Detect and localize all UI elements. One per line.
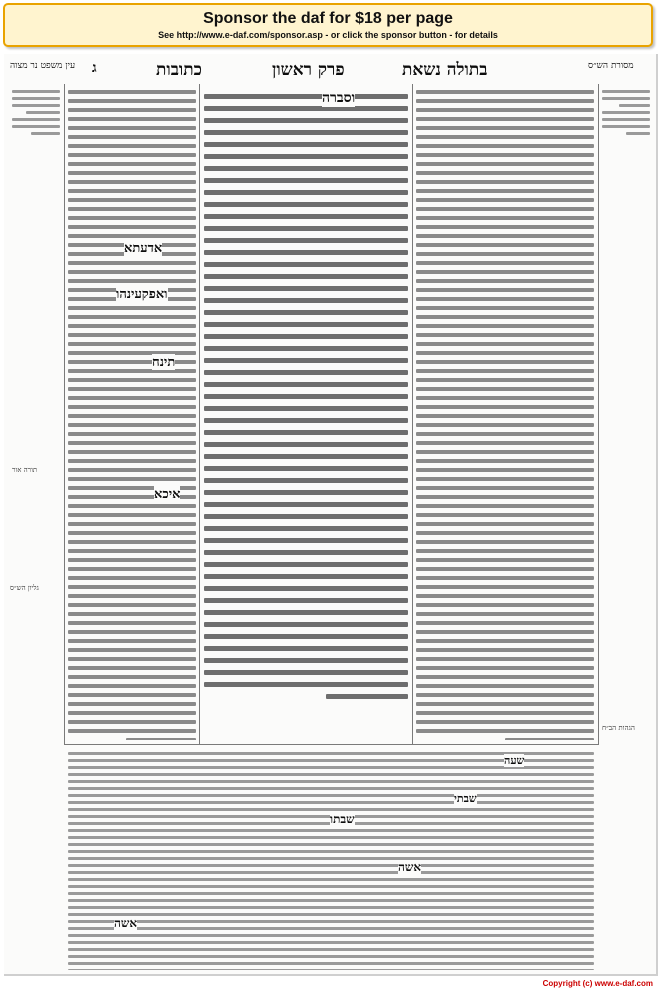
talmud-page: [4, 54, 658, 976]
tosafot-rule: [199, 84, 200, 744]
bottom-dibur-2: אשה: [398, 860, 422, 874]
rashi-column: [416, 90, 594, 740]
sponsor-subtitle[interactable]: See http://www.e-daf.com/sponsor.asp - or click the sponsor button - for details: [158, 30, 498, 40]
tosafot-column: [68, 90, 196, 740]
sponsor-title[interactable]: Sponsor the daf for $18 per page: [203, 10, 453, 27]
right-margin-label: מסורת הש״ס: [588, 61, 634, 71]
torah-or-label: תורה אור: [12, 466, 38, 474]
copyright-link[interactable]: Copyright (c) www.e-daf.com: [542, 979, 653, 988]
chapter-name: בתולה נשאת: [402, 60, 488, 80]
left-margin-label: עין משפט נר מצוה: [10, 61, 76, 71]
bottom-commentary: [68, 752, 594, 970]
rashi-dibur-1: שעה: [504, 754, 525, 767]
gemara-dibur-1: וסברה: [322, 90, 356, 106]
chapter-title: פרק ראשון: [272, 60, 345, 80]
right-margin-rule: [598, 84, 599, 744]
tosafot-dibur-4: איכא: [154, 487, 181, 502]
bottom-dibur-1: שבתו: [330, 812, 355, 826]
bottom-dibur-3: אשה: [114, 916, 138, 930]
masoret-hashas-column: [602, 90, 650, 740]
sponsor-banner[interactable]: [3, 3, 653, 47]
tractate-title: כתובות: [156, 60, 202, 80]
rashi-rule: [412, 84, 413, 744]
daf-number: ג: [92, 60, 97, 76]
bottom-commentary-rule: [64, 744, 599, 745]
tosafot-dibur-3: תינח: [152, 355, 176, 370]
rashi-dibur-2: שבתי: [454, 792, 477, 805]
tosafot-dibur-1: אדעתא: [124, 241, 163, 256]
gemara-column: [204, 94, 408, 744]
hagahot-label: הגהות הב״ח: [602, 724, 635, 732]
ein-mishpat-column: [12, 90, 60, 740]
gilyon-hashas-label: גליון הש״ס: [10, 584, 39, 592]
left-margin-rule: [64, 84, 65, 744]
tosafot-dibur-2: ואפקעינהו: [116, 287, 168, 302]
